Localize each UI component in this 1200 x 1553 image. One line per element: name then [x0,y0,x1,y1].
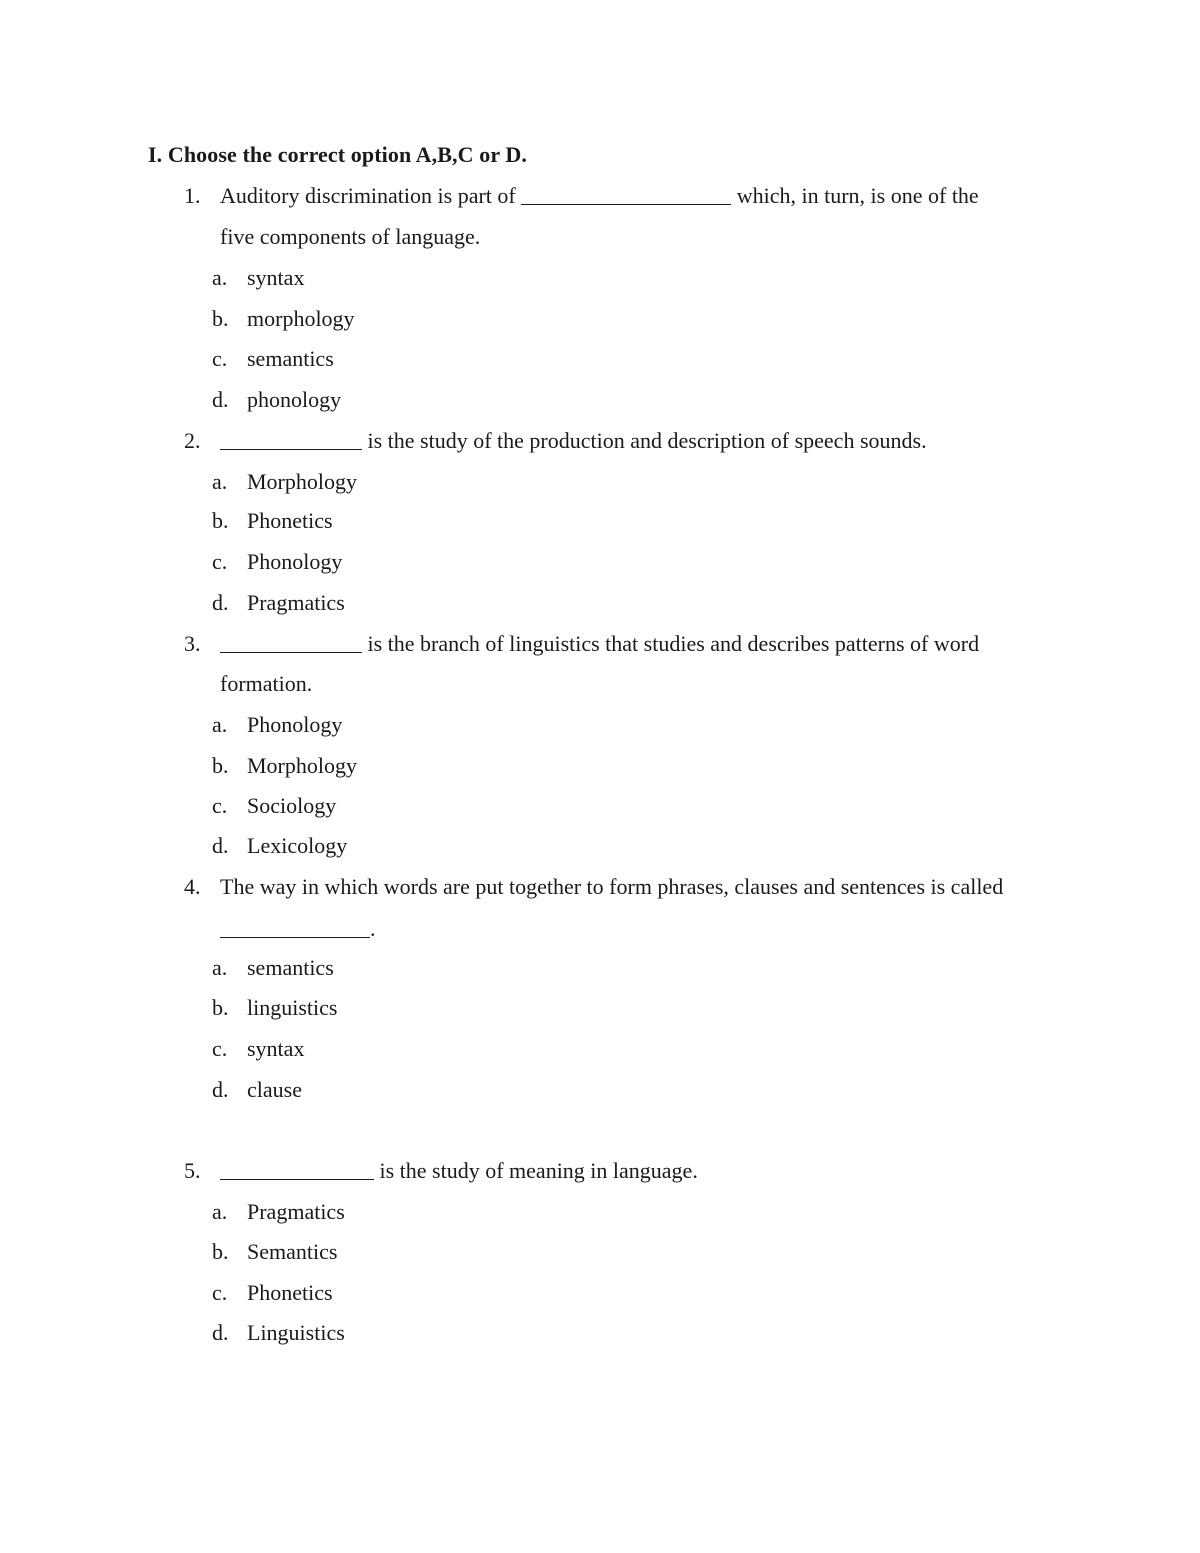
question-text: Auditory discrimination is part of which, in turn, is one of the [220,183,979,208]
section-heading: I. Choose the correct option A,B,C or D. [148,142,527,167]
document-page: I. Choose the correct option A,B,C or D. 1. Auditory discrimination is part of which, in turn, is one of the five components of language. a. syntax b. morphology c. semantics d. phonology 2. is the study of the production and description of speech sounds. a. Morphology b. Phonetics c. Phonology d. Pragmatics 3. is the branch of linguistics that studies and describes patterns of word formation. a. Phonology b. Morphology c. Sociology d. Lexicology 4. The way in which words are put together to form phrases, clauses and sentences is called . a. semantics b. linguistics c. syntax d. clause 5. is the study of meaning in language. a. Pragmatics b. Semantics c. Phonetics d. Linguistics [148,142,1004,1345]
question-text: is the study of the production and description of speech sounds. [220,426,927,456]
answer-blank [220,915,370,938]
answer-blank [220,427,362,450]
question-text: is the study of meaning in language. [220,1156,698,1186]
question-number: 4. [184,874,201,899]
answer-blank [220,1157,374,1180]
question-text: The way in which words are put together to form phrases, clauses and sentences is called [220,874,1004,899]
question-number: 1. [184,183,201,208]
answer-blank [220,630,362,653]
question-number: 3. [184,631,201,656]
question-text: is the branch of linguistics that studies and describes patterns of word [220,629,979,659]
question-number: 5. [184,1158,201,1183]
answer-blank [521,182,731,205]
question-number: 2. [184,428,201,453]
